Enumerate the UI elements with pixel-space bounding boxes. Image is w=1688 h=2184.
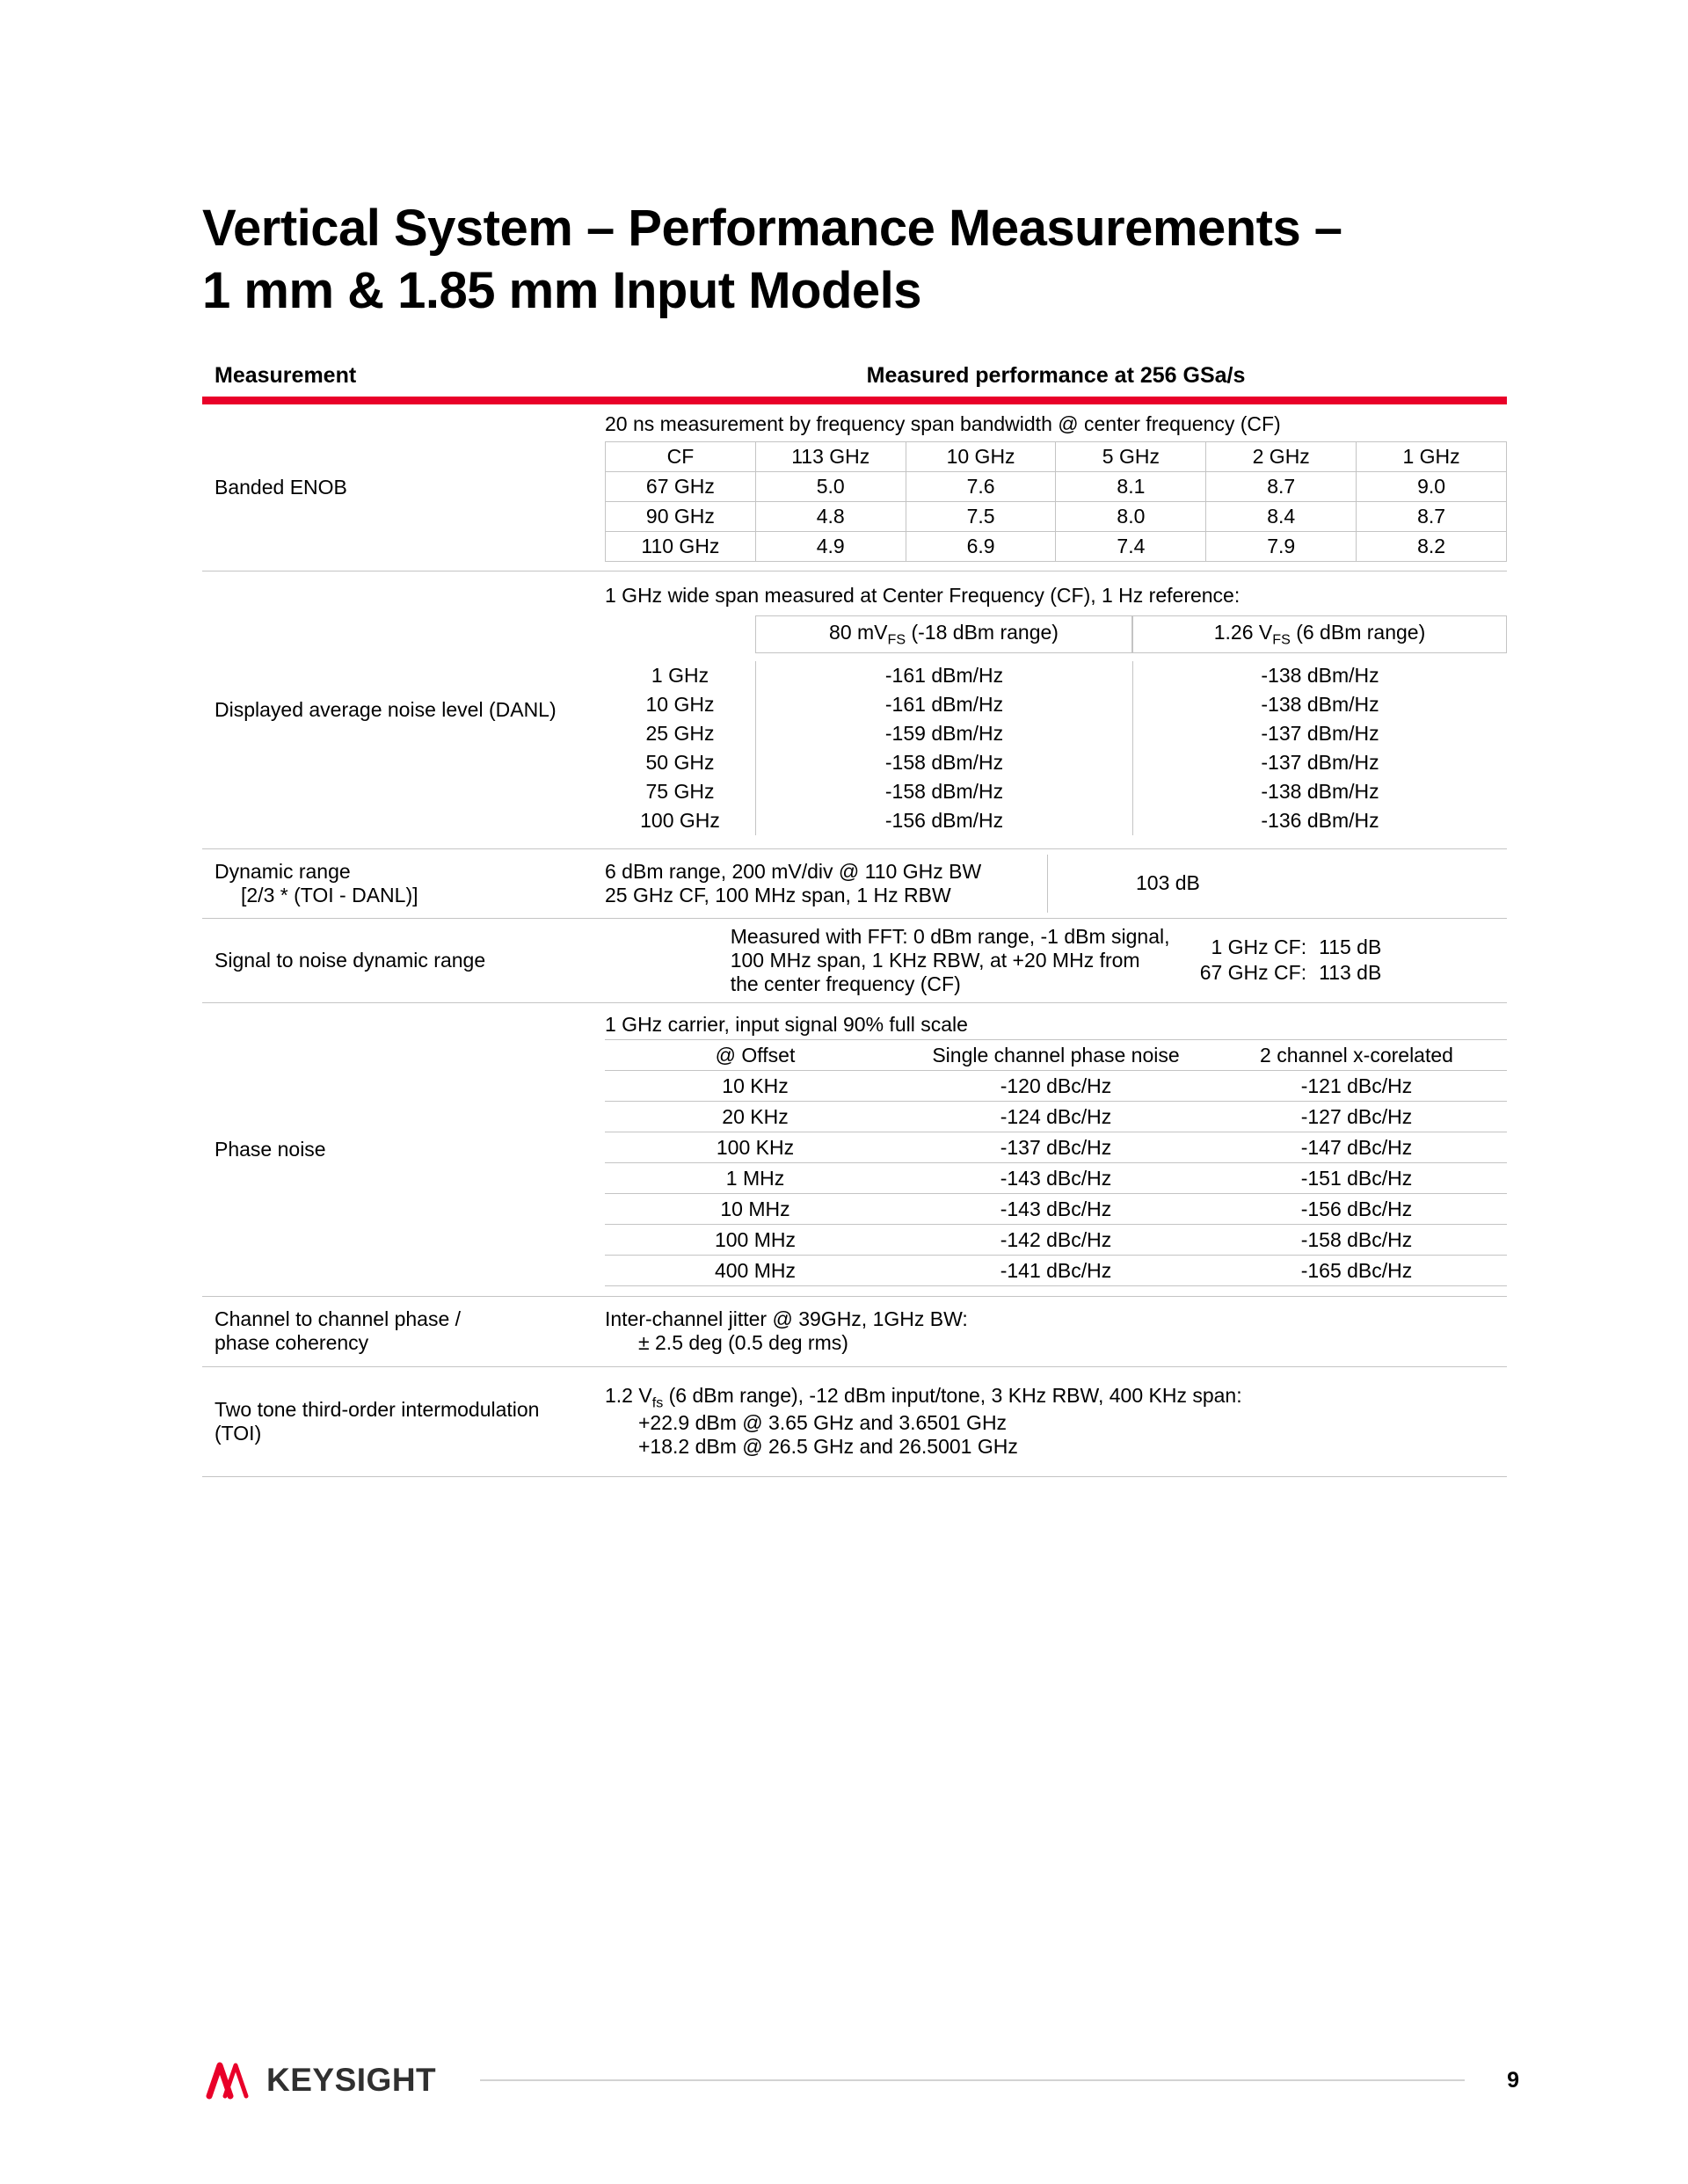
- spec-row-phase-coherency: [202, 1297, 1507, 1367]
- toi-label: Two tone third-order intermodulation: [215, 1397, 540, 1421]
- phase-noise-intro: 1 GHz carrier, input signal 90% full scale: [605, 1012, 968, 1036]
- danl-value: -138 dBm/Hz: [1132, 777, 1507, 806]
- spec-row-danl: [202, 571, 1507, 849]
- danl-range-header-1: 80 $mV_{FS}$ (-18 dBm range): [755, 615, 1132, 654]
- coherency-value: Inter-channel jitter @ 39GHz, 1GHz BW:: [605, 1307, 968, 1330]
- table-header: [202, 363, 1507, 389]
- toi-label: (TOI): [215, 1421, 262, 1445]
- danl-value: -136 dBm/Hz: [1132, 806, 1507, 835]
- pn-single: -143 dBc/Hz: [1000, 1197, 1112, 1220]
- pn-offset: 100 MHz: [714, 1227, 797, 1251]
- danl-intro: 1 GHz wide span measured at Center Frequency (CF), 1 Hz reference:: [605, 583, 1241, 607]
- pn-xcorr: -158 dBc/Hz: [1300, 1227, 1413, 1251]
- enob-cell: 8.4: [1206, 502, 1357, 532]
- pn-offset: 400 MHz: [714, 1258, 797, 1282]
- pn-xcorr: -127 dBc/Hz: [1300, 1104, 1413, 1128]
- page-title-line1: Vertical System – Performance Measurements –: [202, 200, 1342, 257]
- pn-xcorr: -151 dBc/Hz: [1300, 1166, 1413, 1190]
- table-row: [605, 1194, 1507, 1225]
- dynamic-range-formula: [2/3 * (TOI - DANL)]: [241, 883, 418, 906]
- table-row: [605, 1102, 1507, 1132]
- enob-cell: 8.1: [1056, 472, 1206, 502]
- banded-enob-intro: 20 ns measurement by frequency span bandwidth @ center frequency (CF): [605, 412, 1281, 435]
- snr-value1-label: 1 GHz CF:: [1211, 935, 1307, 958]
- pn-col-header: Single channel phase noise: [932, 1043, 1180, 1067]
- danl-value: -158 dBm/Hz: [755, 777, 1132, 806]
- enob-col-header: CF: [606, 442, 756, 472]
- pn-offset: 1 MHz: [725, 1166, 785, 1190]
- danl-range-header-2: 1.26 $V_{FS}$ (6 dBm range): [1132, 615, 1507, 654]
- table-row: [605, 1163, 1507, 1194]
- enob-col-header: 5 GHz: [1056, 442, 1206, 472]
- danl-freq: 10 GHz: [645, 693, 715, 717]
- row-label: [202, 849, 605, 918]
- table-row: [605, 1225, 1507, 1256]
- pn-offset: 20 KHz: [722, 1104, 789, 1128]
- performance-column-header: Measured performance at 256 GSa/s: [866, 362, 1246, 388]
- spec-row-banded-enob: [202, 404, 1507, 571]
- row-content: [605, 1003, 1507, 1296]
- pn-single: -120 dBc/Hz: [1000, 1074, 1112, 1097]
- danl-value: -158 dBm/Hz: [755, 748, 1132, 777]
- page-title-line2: 1 mm & 1.85 mm Input Models: [202, 261, 922, 319]
- row-content: [605, 571, 1507, 848]
- danl-value: -156 dBm/Hz: [755, 806, 1132, 835]
- subscript: fs: [651, 1394, 664, 1411]
- page-title: [202, 198, 1507, 323]
- danl-value: -138 dBm/Hz: [1132, 690, 1507, 719]
- enob-col-header: 1 GHz: [1357, 442, 1507, 472]
- danl-value: -159 dBm/Hz: [755, 719, 1132, 748]
- enob-col-header: 10 GHz: [906, 442, 1056, 472]
- toi-value: +22.9 dBm @ 3.65 GHz and 3.6501 GHz: [638, 1411, 1008, 1435]
- danl-spacer: [605, 615, 755, 654]
- snr-value2-label: 67 GHz CF:: [1199, 961, 1307, 984]
- danl-freq: 75 GHz: [645, 780, 715, 804]
- keysight-logo-mark: [202, 2061, 258, 2100]
- enob-cell: 67 GHz: [606, 472, 756, 502]
- enob-cell: 110 GHz: [606, 532, 756, 562]
- row-label: [202, 919, 605, 1002]
- danl-value: -161 dBm/Hz: [755, 690, 1132, 719]
- danl-freq: 100 GHz: [640, 809, 720, 833]
- enob-cell: 7.9: [1206, 532, 1357, 562]
- snr-label: Signal to noise dynamic range: [215, 948, 486, 972]
- danl-value: -138 dBm/Hz: [1132, 661, 1507, 690]
- table-row: [605, 1071, 1507, 1102]
- pn-single: -141 dBc/Hz: [1000, 1258, 1112, 1282]
- row-label: [202, 571, 605, 848]
- coherency-label: Channel to channel phase /: [215, 1307, 462, 1330]
- enob-header-row: [606, 442, 1507, 472]
- dynamic-range-value: 103 dB: [1136, 871, 1200, 894]
- row-content: [605, 1367, 1507, 1476]
- pn-xcorr: -165 dBc/Hz: [1300, 1258, 1413, 1282]
- pn-col-header: @ Offset: [715, 1043, 796, 1067]
- danl-value: -137 dBm/Hz: [1132, 719, 1507, 748]
- table-row: [606, 532, 1507, 562]
- footer-divider: [480, 2079, 1465, 2081]
- pn-xcorr: -147 dBc/Hz: [1300, 1135, 1413, 1159]
- toi-value: +18.2 dBm @ 26.5 GHz and 26.5001 GHz: [638, 1435, 1018, 1459]
- row-label: [202, 404, 605, 571]
- enob-col-header: 113 GHz: [755, 442, 906, 472]
- danl-label: Displayed average noise level (DANL): [215, 697, 557, 721]
- enob-cell: 7.4: [1056, 532, 1206, 562]
- enob-cell: 4.9: [755, 532, 906, 562]
- page-content: [202, 198, 1507, 1477]
- banded-enob-table: [605, 441, 1507, 562]
- snr-condition: Measured with FFT: 0 dBm range, -1 dBm signal, 100 MHz span, 1 KHz RBW, at +20 MHz from the center frequency (CF): [730, 924, 1170, 995]
- measurement-column-header: Measurement: [215, 362, 357, 388]
- row-content: [605, 1297, 1507, 1366]
- enob-cell: 9.0: [1357, 472, 1507, 502]
- toi-condition: 1.2 $V_{fs}$ (6 dBm range), -12 dBm input/tone, 3 KHz RBW, 400 KHz span:: [605, 1383, 1242, 1411]
- subscript: FS: [887, 631, 906, 648]
- pn-offset: 10 KHz: [722, 1074, 789, 1097]
- enob-col-header: 2 GHz: [1206, 442, 1357, 472]
- enob-cell: 7.5: [906, 502, 1056, 532]
- snr-value1: 115 dB: [1319, 935, 1382, 958]
- row-label: [202, 1297, 605, 1366]
- pn-single: -142 dBc/Hz: [1000, 1227, 1112, 1251]
- snr-value2: 113 dB: [1319, 961, 1382, 984]
- enob-cell: 8.7: [1357, 502, 1507, 532]
- enob-cell: 5.0: [755, 472, 906, 502]
- table-row: [606, 502, 1507, 532]
- pn-offset: 100 KHz: [716, 1135, 795, 1159]
- table-row: [605, 1256, 1507, 1286]
- coherency-label: phase coherency: [215, 1331, 369, 1354]
- danl-freq: 50 GHz: [645, 751, 715, 775]
- dynamic-range-label: Dynamic range: [215, 859, 351, 883]
- row-label: [202, 1367, 605, 1476]
- subscript: FS: [1272, 631, 1291, 648]
- danl-value: -137 dBm/Hz: [1132, 748, 1507, 777]
- spec-row-snr: [202, 919, 1507, 1003]
- pn-xcorr: -121 dBc/Hz: [1300, 1074, 1413, 1097]
- page-number: 9: [1507, 2067, 1519, 2093]
- table-row: [605, 1132, 1507, 1163]
- enob-cell: 90 GHz: [606, 502, 756, 532]
- page-footer: [202, 2061, 1519, 2100]
- keysight-logo-text: KEYSIGHT: [266, 2062, 437, 2098]
- pn-col-header: 2 channel x-corelated: [1260, 1043, 1453, 1067]
- danl-value: -161 dBm/Hz: [755, 661, 1132, 690]
- enob-cell: 7.6: [906, 472, 1056, 502]
- danl-header-row: [605, 615, 1507, 654]
- row-content: [605, 919, 1507, 1002]
- enob-cell: 8.2: [1357, 532, 1507, 562]
- danl-data-grid: [605, 661, 1507, 835]
- pn-single: -143 dBc/Hz: [1000, 1166, 1112, 1190]
- pn-single: -124 dBc/Hz: [1000, 1104, 1112, 1128]
- enob-cell: 8.0: [1056, 502, 1206, 532]
- snr-values: [1200, 935, 1382, 985]
- enob-cell: 8.7: [1206, 472, 1357, 502]
- danl-freq: 1 GHz: [651, 664, 709, 688]
- row-label: [202, 1003, 605, 1296]
- enob-cell: 6.9: [906, 532, 1056, 562]
- phase-noise-header-row: [605, 1039, 1507, 1071]
- spec-row-toi: [202, 1367, 1507, 1477]
- spec-row-phase-noise: [202, 1003, 1507, 1297]
- row-content: [605, 849, 1507, 918]
- spec-row-dynamic-range: [202, 849, 1507, 919]
- coherency-value: ± 2.5 deg (0.5 deg rms): [638, 1331, 848, 1354]
- phase-noise-label: Phase noise: [215, 1137, 326, 1161]
- pn-offset: 10 MHz: [720, 1197, 790, 1220]
- enob-cell: 4.8: [755, 502, 906, 532]
- danl-freq: 25 GHz: [645, 722, 715, 746]
- row-content: [605, 404, 1507, 571]
- dynamic-range-condition: 6 dBm range, 200 mV/div @ 110 GHz BW 25 GHz CF, 100 MHz span, 1 Hz RBW: [605, 855, 1048, 913]
- keysight-logo: [202, 2061, 436, 2100]
- pn-xcorr: -156 dBc/Hz: [1300, 1197, 1413, 1220]
- pn-single: -137 dBc/Hz: [1000, 1135, 1112, 1159]
- banded-enob-label: Banded ENOB: [215, 475, 347, 499]
- table-row: [606, 472, 1507, 502]
- accent-red-bar: [202, 397, 1507, 404]
